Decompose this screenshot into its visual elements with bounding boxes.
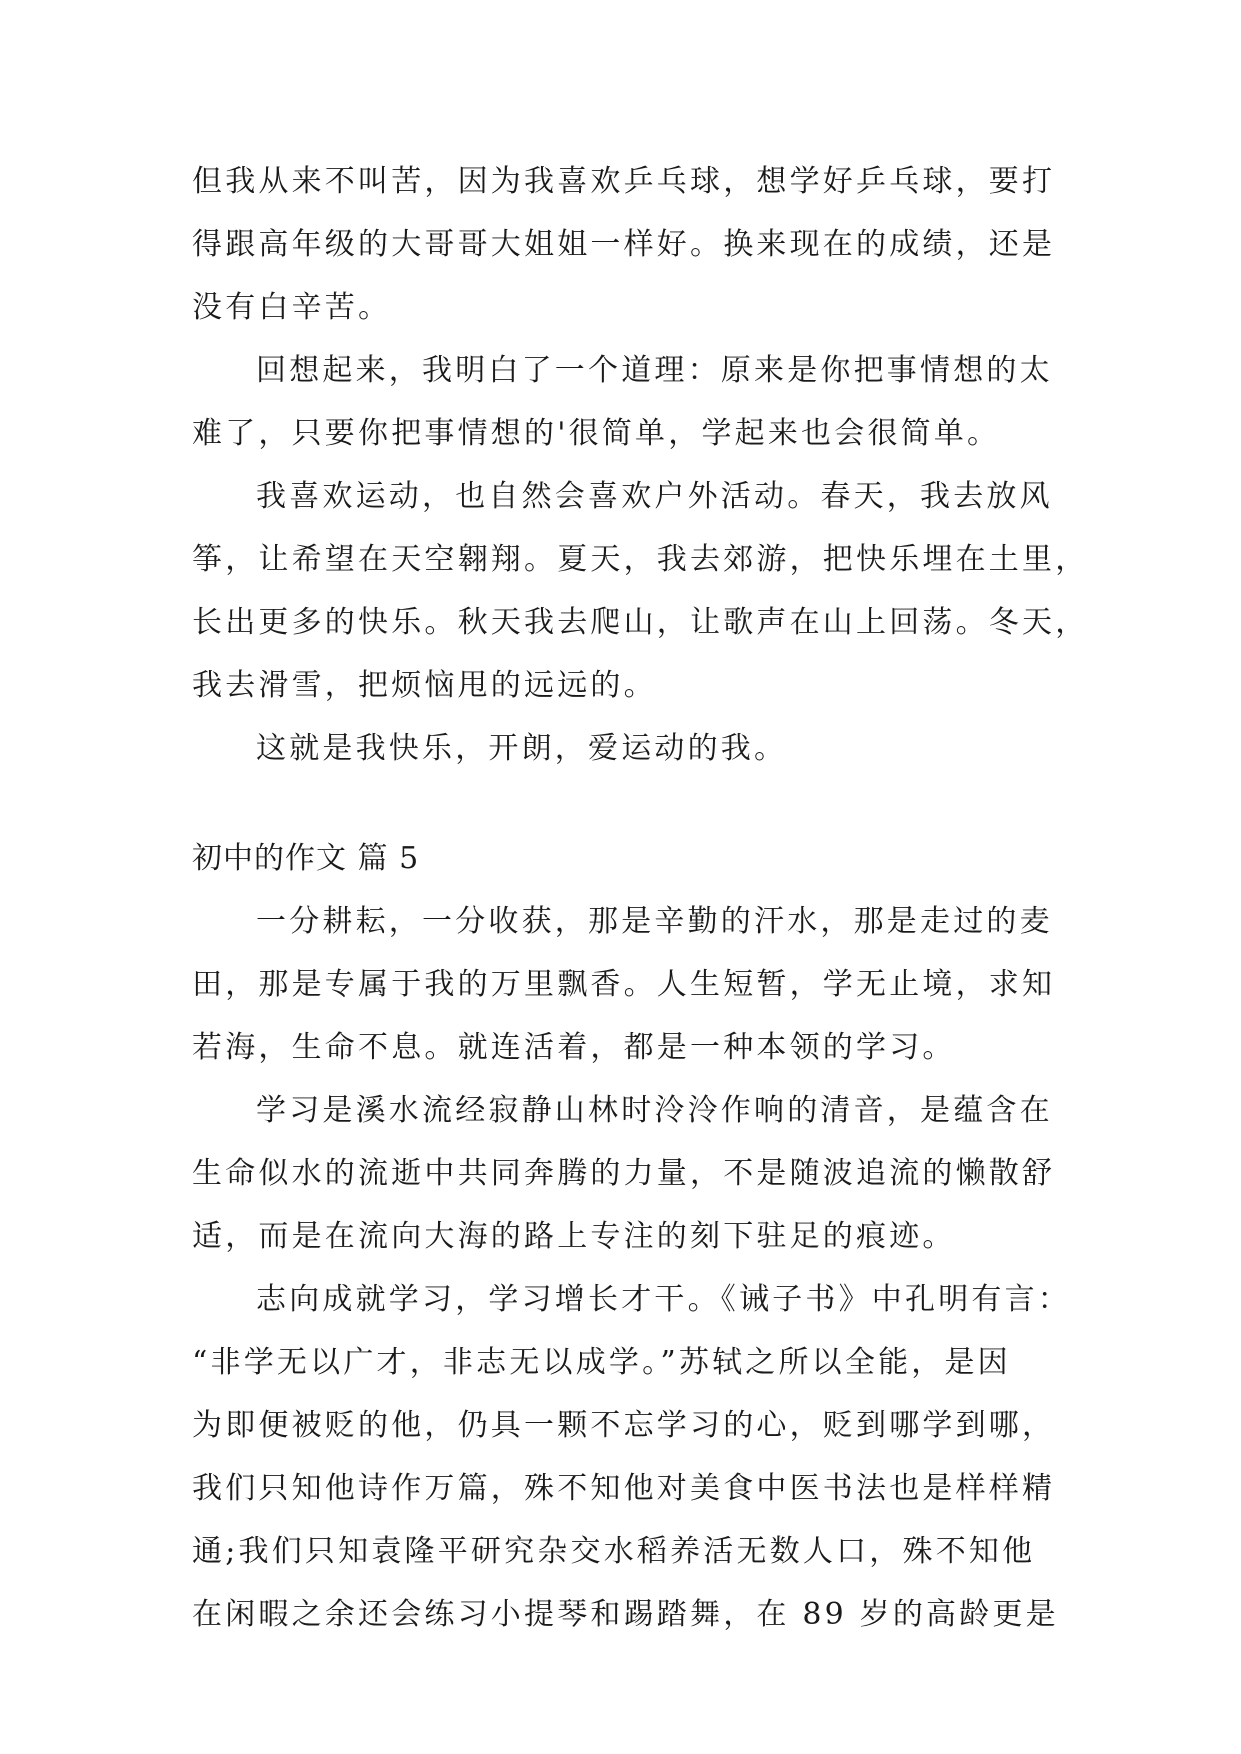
paragraph-start-line: 学习是溪水流经寂静山林时泠泠作响的清音，是蕴含在 [256, 1093, 1053, 1128]
paragraph-start-line: 回想起来，我明白了一个道理：原来是你把事情想的太 [256, 353, 1053, 388]
text-line: 没有白辛苦。 [192, 290, 392, 325]
text-line: 但我从来不叫苦，因为我喜欢乒乓球，想学好乒乓球，要打 [192, 164, 1056, 199]
paragraph-start-line: 志向成就学习，学习增长才干。《诫子书》中孔明有言： [256, 1282, 1071, 1317]
text-line: 在闲暇之余还会练习小提琴和踢踏舞，在 89 岁的高龄更是 [192, 1597, 1059, 1632]
paragraph-start-line: 这就是我快乐，开朗，爱运动的我。 [256, 731, 788, 766]
text-line: 通;我们只知袁隆平研究杂交水稻养活无数人口，殊不知他 [192, 1534, 1036, 1569]
paragraph-start-line: 我喜欢运动，也自然会喜欢户外活动。春天，我去放风 [256, 479, 1053, 514]
text-line: 筝，让希望在天空翱翔。夏天，我去郊游，把快乐埋在土里， [192, 542, 1089, 577]
text-line: 若海，生命不息。就连活着，都是一种本领的学习。 [192, 1030, 956, 1065]
text-line: 我去滑雪，把烦恼甩的远远的。 [192, 668, 657, 703]
paragraph-start-line: 一分耕耘，一分收获，那是辛勤的汗水，那是走过的麦 [256, 904, 1053, 939]
text-line: 适，而是在流向大海的路上专注的刻下驻足的痕迹。 [192, 1219, 956, 1254]
text-line: 田，那是专属于我的万里飘香。人生短暂，学无止境，求知 [192, 967, 1056, 1002]
text-line: 生命似水的流逝中共同奔腾的力量，不是随波追流的懒散舒 [192, 1156, 1056, 1191]
section-heading: 初中的作文 篇 5 [192, 841, 420, 876]
text-line: 长出更多的快乐。秋天我去爬山，让歌声在山上回荡。冬天， [192, 605, 1089, 640]
text-line: “非学无以广才，非志无以成学。”苏轼之所以全能，是因 [192, 1345, 1011, 1380]
text-line: 难了，只要你把事情想的'很简单，学起来也会很简单。 [192, 416, 1001, 451]
text-line: 为即便被贬的他，仍具一颗不忘学习的心，贬到哪学到哪， [192, 1408, 1056, 1443]
text-line: 得跟高年级的大哥哥大姐姐一样好。换来现在的成绩，还是 [192, 227, 1056, 262]
text-line: 我们只知他诗作万篇，殊不知他对美食中医书法也是样样精 [192, 1471, 1056, 1506]
